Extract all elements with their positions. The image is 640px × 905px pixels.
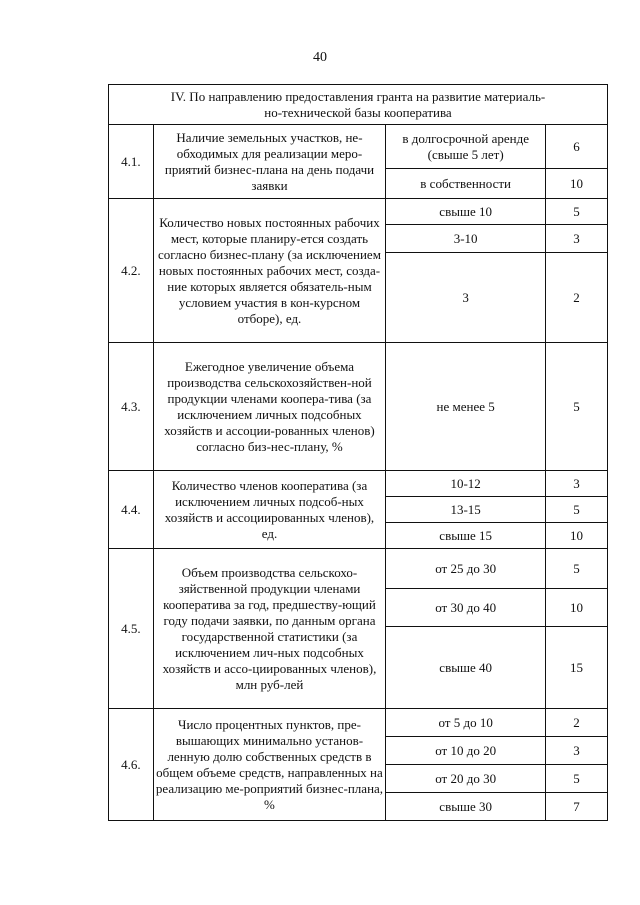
- table-row: [109, 549, 608, 589]
- score-cell: 10: [546, 589, 608, 627]
- criterion-description: Ежегодное увеличение объема производства сельскохозяйствен-ной продукции членами коопера-тива (за исключением личных подсобных хозяйств и ассоции-рованных членов) согласно биз-нес-плану, %: [153, 343, 385, 471]
- score-cell: 2: [546, 253, 608, 343]
- row-number: 4.3.: [109, 343, 154, 471]
- row-number: 4.1.: [109, 125, 154, 199]
- row-number: 4.4.: [109, 471, 154, 549]
- table-row: [109, 709, 608, 737]
- table-row: [109, 471, 608, 497]
- condition-cell: от 20 до 30: [386, 765, 546, 793]
- score-cell: 5: [546, 549, 608, 589]
- condition-cell: в долгосрочной аренде (свыше 5 лет): [386, 125, 546, 169]
- table-row: [109, 199, 608, 225]
- section-title-line2: но-технической базы кооператива: [264, 104, 452, 120]
- section-title-line1: IV. По направлению предоставления гранта на развитие материаль-: [170, 88, 546, 104]
- score-cell: 2: [546, 709, 608, 737]
- condition-cell: от 5 до 10: [386, 709, 546, 737]
- table-row: [109, 343, 608, 471]
- score-cell: 10: [546, 169, 608, 199]
- score-cell: 15: [546, 627, 608, 709]
- score-cell: 5: [546, 497, 608, 523]
- score-cell: 5: [546, 343, 608, 471]
- condition-cell: свыше 40: [386, 627, 546, 709]
- criterion-description: Число процентных пунктов, пре-вышающих минимально установ-ленную долю собственных средств в общем объеме средств, направленных на реализацию ме-роприятий бизнес-плана, %: [153, 709, 385, 821]
- condition-cell: от 30 до 40: [386, 589, 546, 627]
- score-cell: 7: [546, 793, 608, 821]
- condition-cell: в собственности: [386, 169, 546, 199]
- condition-cell: от 25 до 30: [386, 549, 546, 589]
- table-row: [109, 125, 608, 169]
- section-header-row: [109, 85, 608, 125]
- condition-cell: 3: [386, 253, 546, 343]
- criterion-description: Количество новых постоянных рабочих мест, которые планиру-ется создать согласно бизнес-плану (за исключением новых постоянных рабочих мест, созда-ние которых является обязатель-ным условием участия в кон-курсном отборе), ед.: [153, 199, 385, 343]
- condition-cell: 10-12: [386, 471, 546, 497]
- section-title: [109, 85, 608, 125]
- criterion-description: Наличие земельных участков, не-обходимых для реализации меро-приятий бизнес-плана на день подачи заявки: [153, 125, 385, 199]
- criterion-description: Объем производства сельскохо-зяйственной продукции членами кооператива за год, предшеству-ющий году подачи заявки, по данным органа государственной статистики (за исключением лич-ных подсобных хозяйств и ассо-циированных членов), млн руб-лей: [153, 549, 385, 709]
- score-cell: 5: [546, 765, 608, 793]
- row-number: 4.5.: [109, 549, 154, 709]
- condition-cell: не менее 5: [386, 343, 546, 471]
- score-cell: 3: [546, 737, 608, 765]
- condition-cell: от 10 до 20: [386, 737, 546, 765]
- row-number: 4.6.: [109, 709, 154, 821]
- condition-cell: свыше 30: [386, 793, 546, 821]
- score-cell: 5: [546, 199, 608, 225]
- page-number: 40: [313, 50, 327, 65]
- score-cell: 10: [546, 523, 608, 549]
- condition-cell: свыше 10: [386, 199, 546, 225]
- condition-cell: свыше 15: [386, 523, 546, 549]
- score-cell: 3: [546, 225, 608, 253]
- score-cell: 6: [546, 125, 608, 169]
- criteria-table: [108, 84, 608, 821]
- criterion-description: Количество членов кооператива (за исключением личных подсоб-ных хозяйств и ассоциированных членов), ед.: [153, 471, 385, 549]
- condition-cell: 3-10: [386, 225, 546, 253]
- score-cell: 3: [546, 471, 608, 497]
- condition-cell: 13-15: [386, 497, 546, 523]
- row-number: 4.2.: [109, 199, 154, 343]
